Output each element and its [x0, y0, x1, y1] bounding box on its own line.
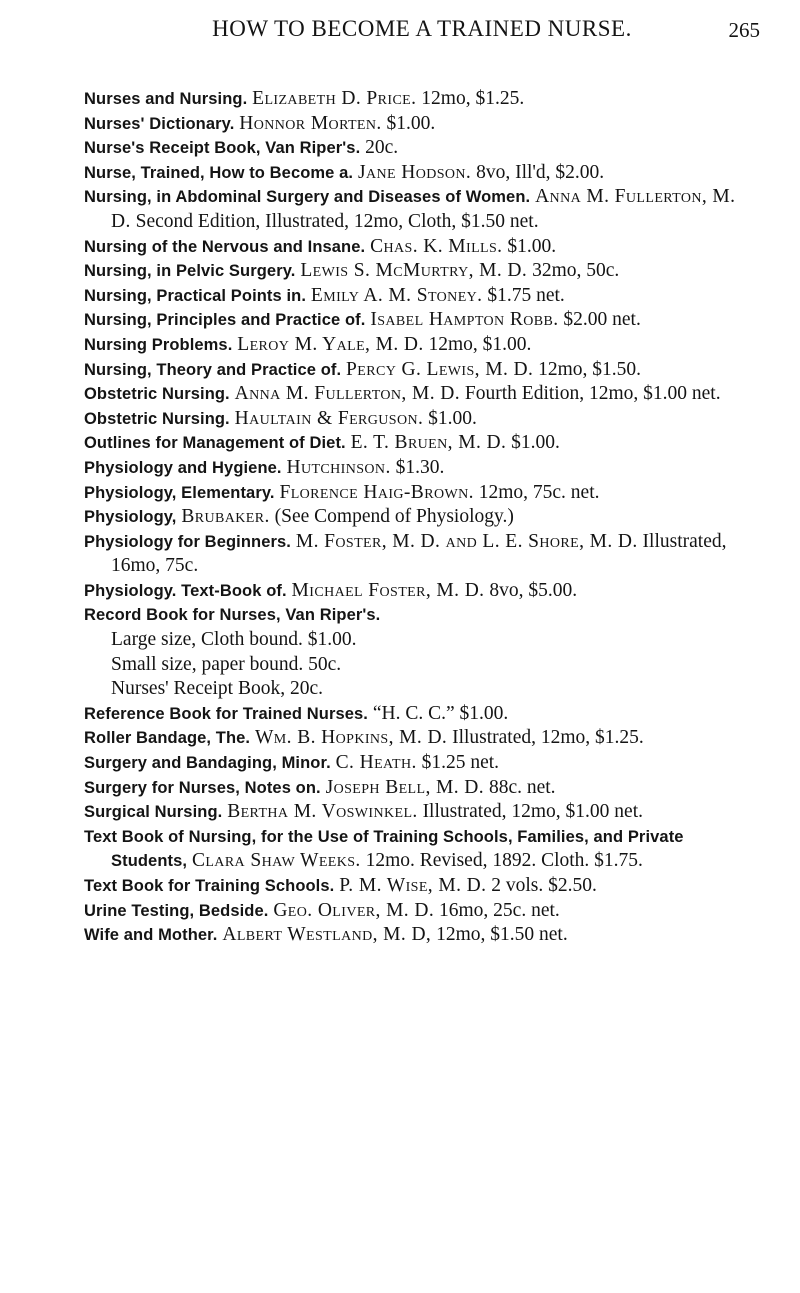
book-entry	[84, 407, 760, 432]
book-author: Elizabeth D. Price.	[252, 88, 417, 109]
book-details: $1.00.	[511, 432, 560, 454]
record-book-line: Small size, paper bound. 50c.	[111, 653, 342, 675]
book-details: 12mo, 75c. net.	[478, 481, 600, 503]
book-entry	[84, 505, 760, 530]
book-entry	[84, 308, 760, 333]
book-author: Brubaker.	[181, 506, 270, 528]
book-entry	[84, 161, 760, 186]
book-title: Nurse's Receipt Book, Van Riper's.	[84, 139, 361, 158]
book-details: $1.00.	[428, 407, 477, 429]
book-title: Obstetric Nursing.	[84, 385, 230, 404]
book-title: Nursing Problems.	[84, 335, 233, 354]
book-entry	[84, 726, 760, 751]
book-details: 88c. net.	[488, 776, 556, 798]
book-details: 16mo, 25c. net.	[439, 899, 560, 921]
book-author: Anna M. Fullerton, M. D.	[111, 186, 736, 232]
book-title: Nurses and Nursing.	[84, 90, 248, 108]
book-entry	[84, 333, 760, 358]
book-entry	[84, 259, 760, 284]
book-title: Obstetric Nursing.	[84, 409, 230, 428]
book-details: 12mo. Revised, 1892. Cloth. $1.75.	[365, 850, 643, 872]
page-number: 265	[728, 18, 760, 42]
book-title: Physiology and Hygiene.	[84, 458, 282, 477]
book-author: Percy G. Lewis, M. D.	[346, 358, 534, 380]
book-list	[84, 87, 760, 948]
book-details: $1.00.	[386, 112, 436, 134]
book-entry	[84, 776, 760, 801]
book-title: Physiology,	[84, 508, 177, 527]
book-entry	[84, 112, 760, 137]
book-title: Surgery and Bandaging, Minor.	[84, 754, 331, 773]
book-entry	[84, 382, 760, 407]
book-entry	[84, 87, 760, 112]
book-details: 12mo, $1.50 net.	[436, 924, 568, 946]
book-entry	[84, 530, 760, 579]
book-author: Wm. B. Hopkins, M. D.	[255, 727, 448, 749]
book-author: Leroy M. Yale, M. D.	[237, 333, 424, 355]
book-author: Hutchinson.	[286, 456, 391, 478]
book-title: Nursing, Practical Points in.	[84, 286, 307, 305]
book-title: Outlines for Management of Diet.	[84, 434, 346, 453]
book-author: Clara Shaw Weeks.	[191, 850, 361, 872]
book-author: M. Foster, M. D. and L. E. Shore, M. D.	[295, 530, 638, 552]
book-details: 32mo, 50c.	[532, 260, 620, 282]
book-title: Physiology, Elementary.	[84, 483, 275, 502]
book-author: E. T. Bruen, M. D.	[350, 432, 507, 454]
book-title: Reference Book for Trained Nurses.	[84, 704, 368, 723]
book-details: $2.00 net.	[563, 309, 641, 331]
book-author: Florence Haig-Brown.	[279, 481, 474, 503]
book-title: Record Book for Nurses, Van Riper's.	[84, 606, 381, 625]
book-details: $1.30.	[395, 456, 445, 478]
book-details: 8vo, Ill'd, $2.00.	[476, 161, 605, 183]
book-title: Nursing, Principles and Practice of.	[84, 311, 366, 330]
book-title: Wife and Mother.	[84, 926, 218, 945]
book-details: 8vo, $5.00.	[489, 579, 578, 601]
book-entry	[84, 284, 760, 309]
book-title: Text Book for Training Schools.	[84, 877, 335, 895]
book-entry	[84, 431, 760, 456]
book-author: Michael Foster, M. D.	[291, 579, 485, 601]
book-author: Isabel Hampton Robb.	[370, 309, 559, 331]
book-entry	[84, 235, 760, 260]
book-entry	[84, 456, 760, 481]
book-details: 12mo, $1.25.	[421, 88, 525, 109]
book-author: Anna M. Fullerton, M. D.	[234, 383, 461, 405]
book-details: 2 vols. $2.50.	[491, 875, 597, 896]
book-author: P. M. Wise, M. D.	[339, 875, 487, 896]
book-details: Second Edition, Illustrated, 12mo, Cloth, $1.50 net.	[135, 210, 539, 232]
book-author: Chas. K. Mills.	[370, 235, 503, 257]
book-title: Roller Bandage, The.	[84, 729, 251, 748]
book-details: (See Compend of Physiology.)	[274, 506, 514, 528]
book-entry	[84, 481, 760, 506]
book-author: Haultain & Ferguson.	[234, 407, 424, 429]
book-details: 12mo, $1.00.	[428, 333, 532, 355]
book-details: $1.25 net.	[421, 752, 500, 774]
book-author: Emily A. M. Stoney.	[310, 284, 483, 306]
book-entry	[84, 185, 760, 234]
book-entry	[84, 136, 760, 161]
book-entry	[84, 874, 760, 899]
book-title: Nurse, Trained, How to Become a.	[84, 163, 354, 182]
book-title: Nurses' Dictionary.	[84, 114, 235, 133]
book-entry	[84, 702, 760, 727]
book-entry	[84, 899, 760, 924]
book-details: “H. C. C.” $1.00.	[372, 702, 509, 724]
book-title: Nursing, in Pelvic Surgery.	[84, 262, 296, 281]
book-details: Illustrated, 16mo, 75c.	[111, 530, 727, 577]
book-entry	[84, 923, 760, 948]
book-details: Illustrated, 12mo, $1.25.	[452, 727, 644, 749]
book-title: Physiology. Text-Book of.	[84, 581, 287, 600]
book-details: $1.75 net.	[487, 284, 565, 306]
book-author: Albert Westland, M. D,	[222, 924, 432, 946]
book-author: Jane Hodson.	[357, 161, 472, 183]
book-entry	[84, 751, 760, 776]
page-header	[84, 16, 760, 46]
book-entry	[84, 358, 760, 383]
book-author: Lewis S. McMurtry, M. D.	[300, 260, 528, 282]
book-author: C. Heath.	[335, 752, 417, 774]
book-title: Urine Testing, Bedside.	[84, 901, 269, 920]
book-author: Bertha M. Voswinkel.	[227, 801, 418, 823]
book-title: Nursing, in Abdominal Surgery and Diseases of Women.	[84, 188, 531, 207]
running-title: HOW TO BECOME A TRAINED NURSE.	[212, 16, 632, 41]
book-details: 20c.	[365, 137, 399, 159]
book-title: Nursing, Theory and Practice of.	[84, 360, 342, 379]
book-details: $1.00.	[507, 235, 557, 257]
record-book-line: Large size, Cloth bound. $1.00.	[111, 629, 357, 651]
book-entry	[84, 603, 760, 628]
book-entry	[84, 800, 760, 825]
book-title: Surgical Nursing.	[84, 803, 223, 822]
book-title: Physiology for Beginners.	[84, 532, 291, 551]
record-book-line: Nurses' Receipt Book, 20c.	[111, 678, 324, 700]
book-details: 12mo, $1.50.	[538, 358, 642, 380]
book-author: Honnor Morten.	[239, 112, 382, 134]
book-entry	[84, 579, 760, 604]
book-author: Joseph Bell, M. D.	[325, 776, 485, 798]
book-details: Illustrated, 12mo, $1.00 net.	[422, 801, 643, 823]
book-title: Surgery for Nurses, Notes on.	[84, 778, 321, 797]
book-details: Fourth Edition, 12mo, $1.00 net.	[464, 383, 721, 405]
book-title: Nursing of the Nervous and Insane.	[84, 237, 366, 256]
book-author: Geo. Oliver, M. D.	[273, 899, 435, 921]
book-entry	[84, 825, 760, 874]
book-title: Text Book of Nursing, for the Use of Training Schools, Families, and Private Students,	[84, 827, 684, 871]
